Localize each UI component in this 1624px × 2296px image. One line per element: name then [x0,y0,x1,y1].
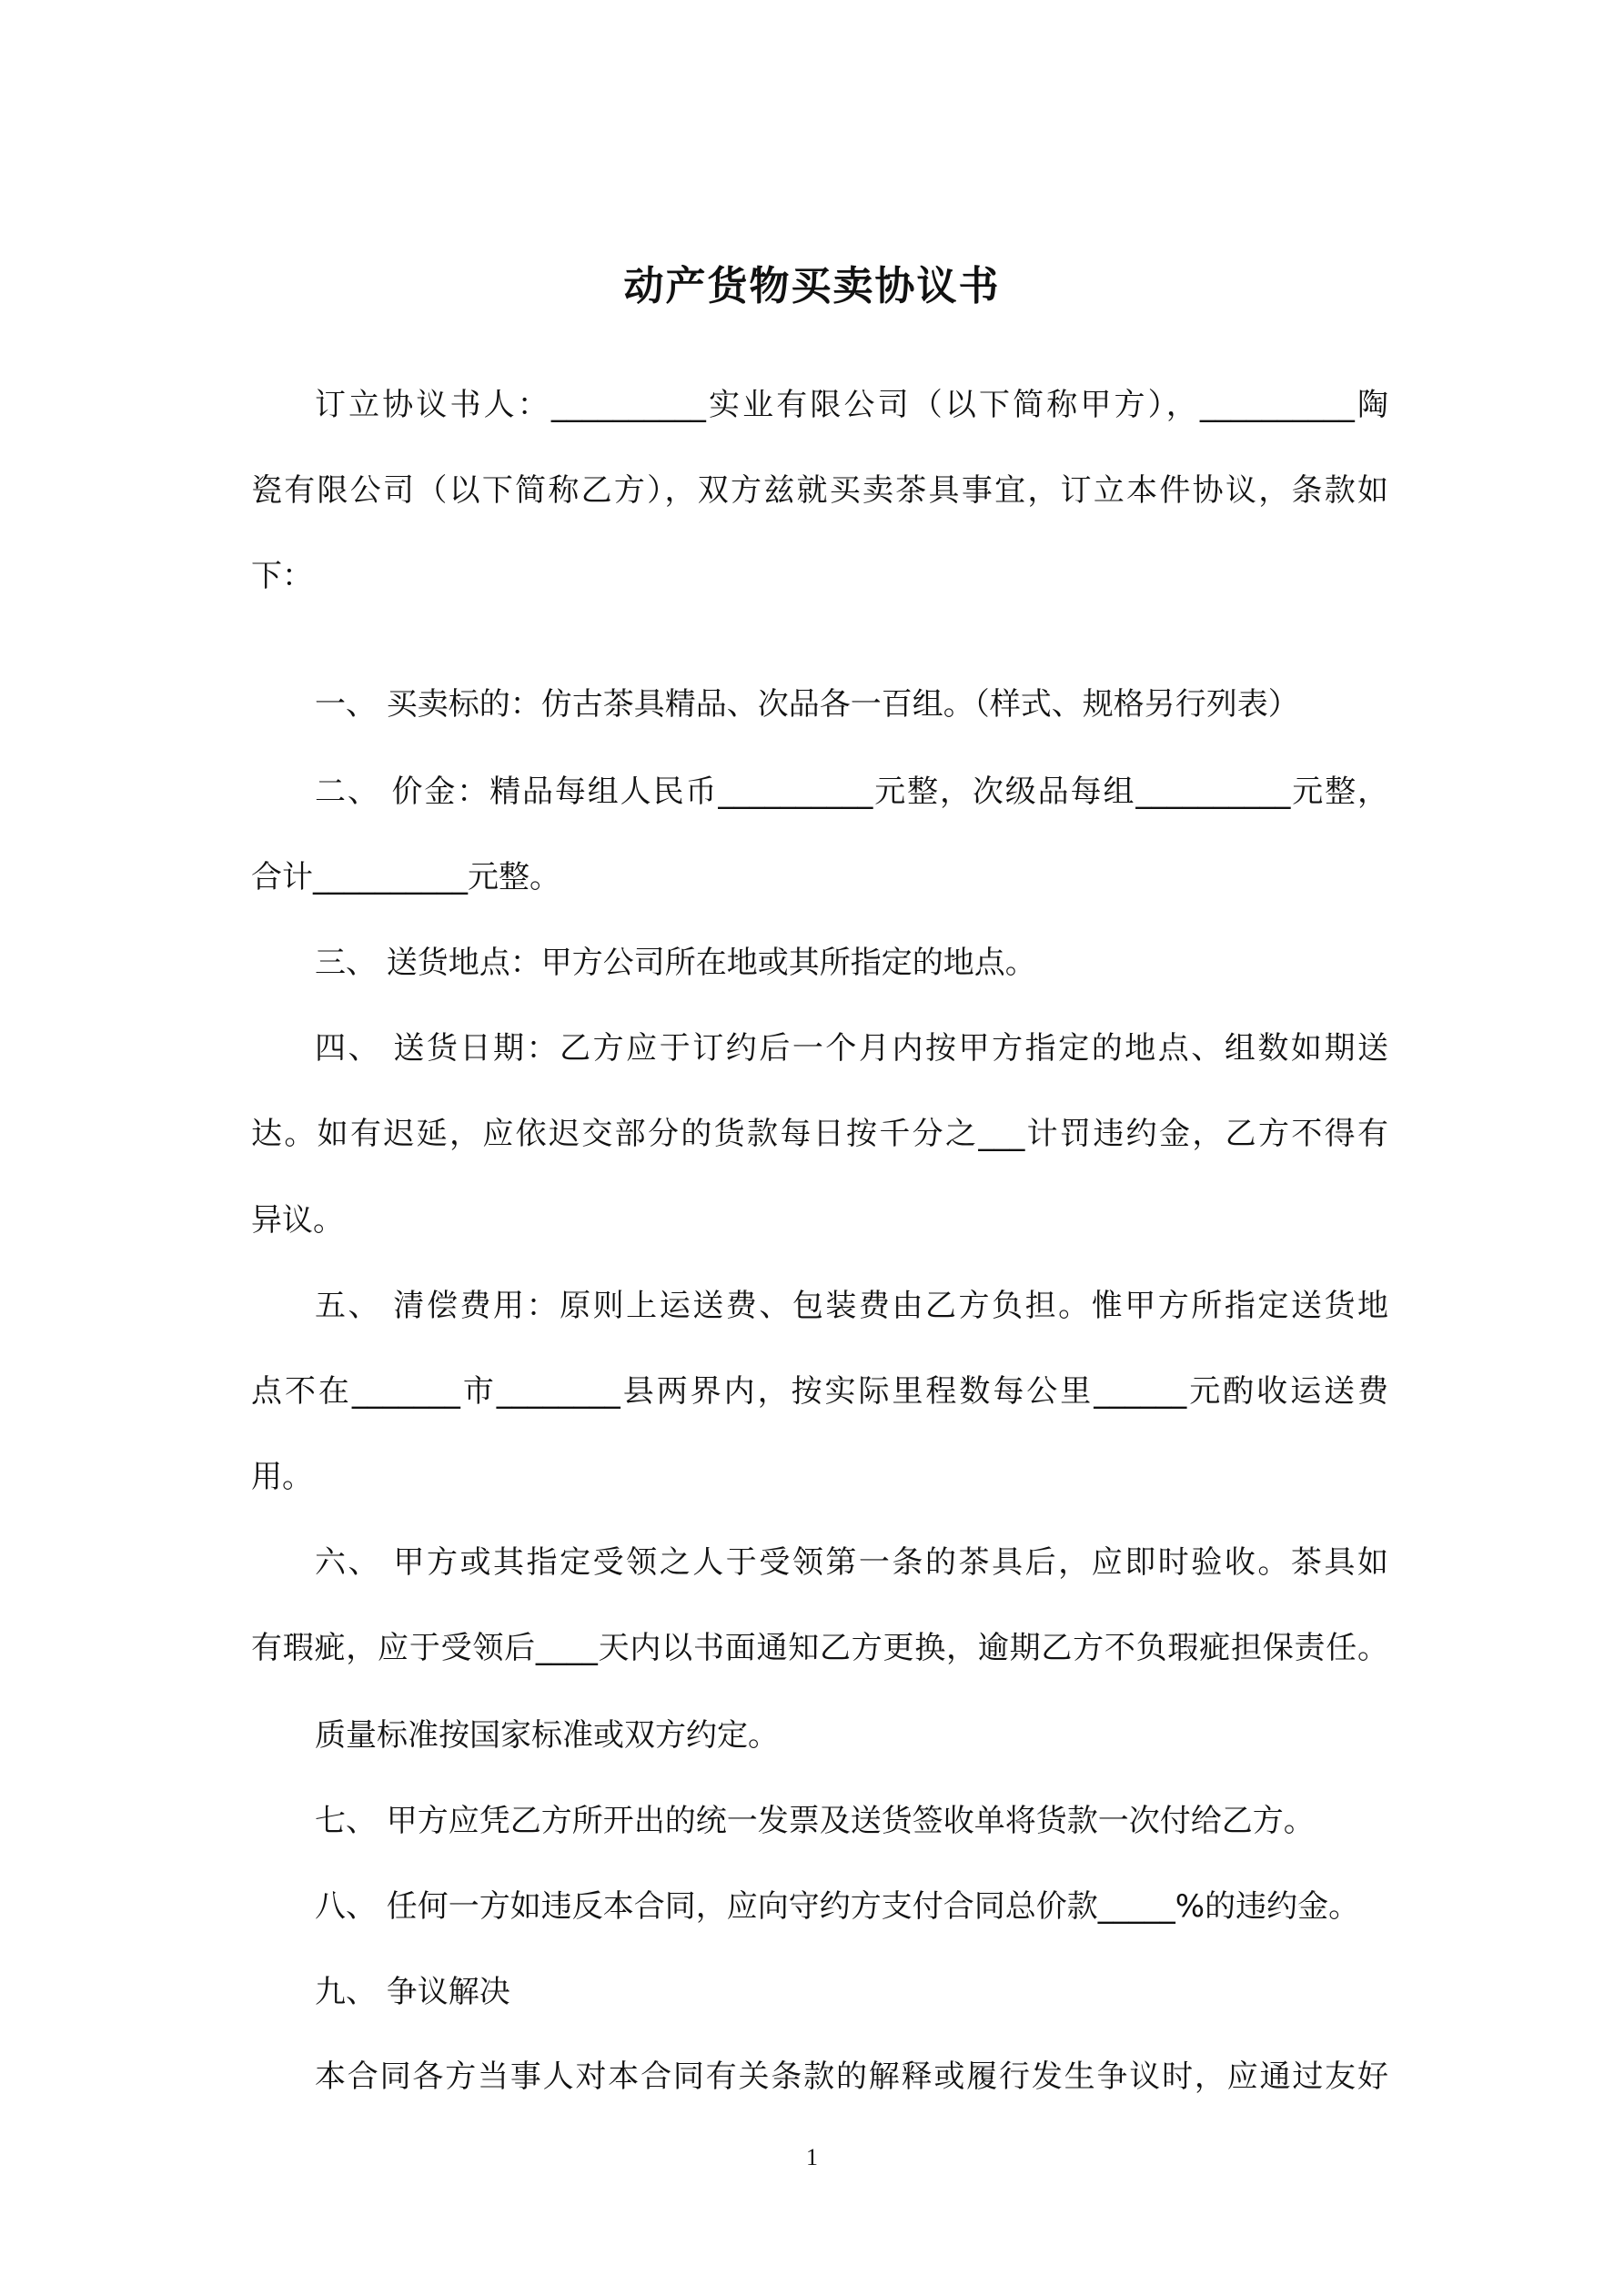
page-number: 1 [806,2144,818,2170]
clause-9-text: 本合同各方当事人对本合同有关条款的解释或履行发生争议时，应通过友好 [315,2058,1388,2095]
clause-5: 五、 清偿费用：原则上运送费、包装费由乙方负担。惟甲方所指定送货地 [315,1288,1388,1324]
clause-5-cont: 点不在_______市________县两界内，按实际里程数每公里______元酌收运送费 [251,1373,1388,1410]
clause-4-cont: 达。如有迟延，应依迟交部分的货款每日按千分之___计罚违约金，乙方不得有 [251,1116,1388,1152]
clause-8: 八、 任何一方如违反本合同，应向守约方支付合同总价款_____%的违约金。 [315,1888,1360,1925]
clause-4: 四、 送货日期：乙方应于订约后一个月内按甲方指定的地点、组数如期送 [315,1030,1388,1067]
clause-7: 七、 甲方应凭乙方所开出的统一发票及送货签收单将货款一次付给乙方。 [315,1803,1315,1839]
clause-6-cont: 有瑕疵，应于受领后____天内以书面通知乙方更换，逾期乙方不负瑕疵担保责任。 [251,1630,1388,1666]
preamble-line: 订立协议书人：__________实业有限公司（以下简称甲方），__________陶 [315,387,1388,423]
clause-2-cont: 合计__________元整。 [251,859,560,895]
clause-6: 六、 甲方或其指定受领之人于受领第一条的茶具后，应即时验收。茶具如 [315,1544,1388,1581]
preamble-line: 下： [251,558,313,594]
clause-6-cont: 质量标准按国家标准或双方约定。 [315,1717,779,1754]
clause-9: 九、 争议解决 [315,1974,510,2010]
document-title: 动产货物买卖协议书 [623,263,1001,309]
clause-5-cont: 用。 [251,1459,313,1495]
preamble-line: 瓷有限公司（以下简称乙方），双方兹就买卖茶具事宜，订立本件协议，条款如 [251,472,1388,509]
clause-2: 二、 价金：精品每组人民币__________元整，次级品每组__________元整， [315,774,1388,810]
clause-1: 一、 买卖标的：仿古茶具精品、次品各一百组。（样式、规格另行列表） [315,686,1299,723]
clause-3: 三、 送货地点：甲方公司所在地或其所指定的地点。 [315,945,1036,981]
clause-4-cont: 异议。 [251,1202,344,1239]
